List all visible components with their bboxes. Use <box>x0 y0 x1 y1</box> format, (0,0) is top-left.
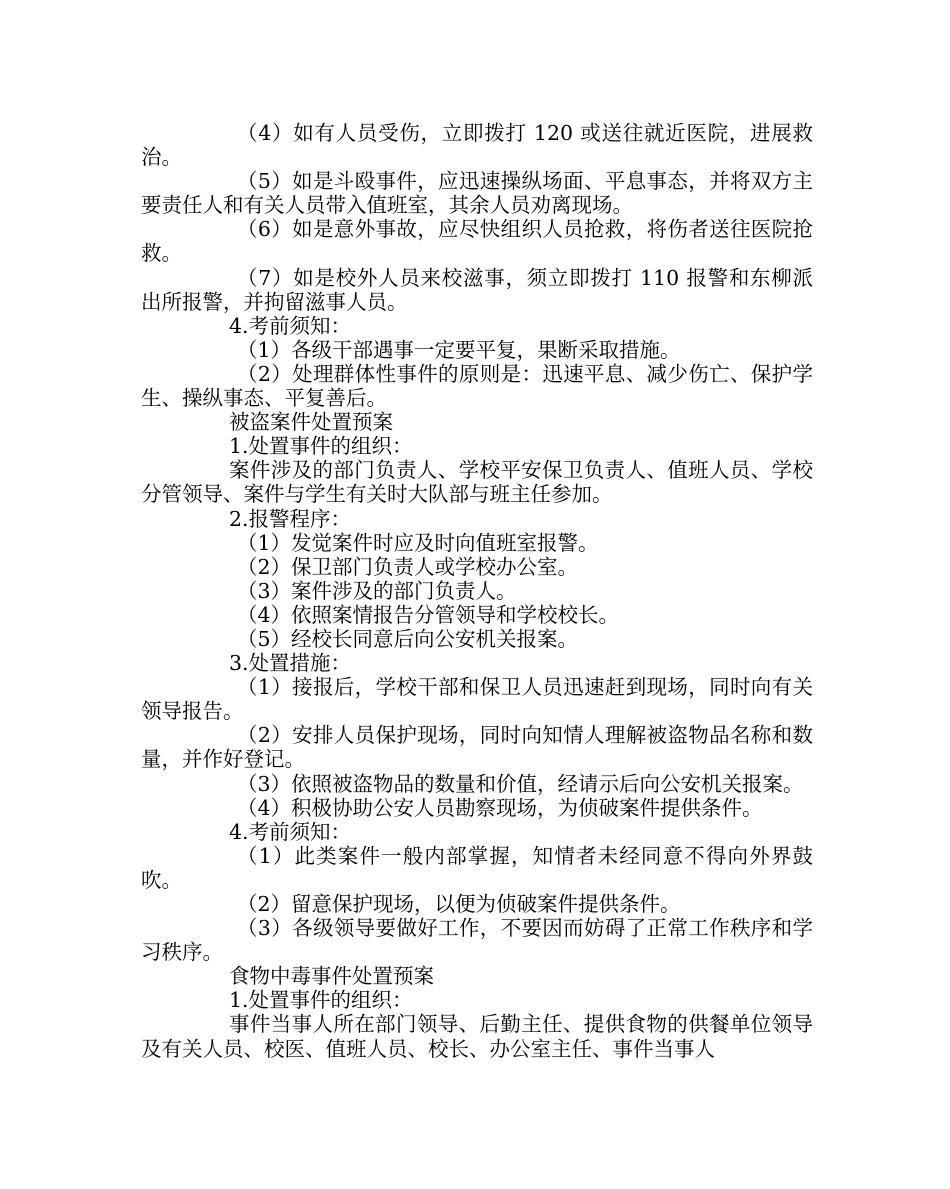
plan-title: 被盗案件处置预案 <box>229 410 393 435</box>
paragraph: （2）保卫部门负责人或学校办公室。 <box>237 554 579 579</box>
paragraph: （3）依照被盗物品的数量和价值，经请示后向公安机关报案。 <box>237 771 804 796</box>
section-heading: 2.报警程序： <box>229 506 352 531</box>
paragraph: （1）此类案件一般内部掌握，知情者未经同意不得向外界鼓吹。 <box>141 843 813 892</box>
paragraph: （1）接报后，学校干部和保卫人员迅速赶到现场，同时向有关领导报告。 <box>141 675 813 724</box>
plan-title: 食物中毒事件处置预案 <box>229 964 434 989</box>
document-body <box>141 121 813 1061</box>
section-heading: 1.处置事件的组织： <box>229 434 413 459</box>
paragraph: （4）依照案情报告分管领导和学校校长。 <box>237 602 620 627</box>
paragraph: （1）各级干部遇事一定要平复，果断采取措施。 <box>237 337 681 362</box>
paragraph: （2）安排人员保护现场，同时向知情人理解被盗物品名称和数量，并作好登记。 <box>141 723 813 772</box>
paragraph: （5）如是斗殴事件，应迅速操纵场面、平息事态，并将双方主要责任人和有关人员带入值班室，其余人员劝离现场。 <box>141 169 813 218</box>
paragraph: （7）如是校外人员来校滋事，须立即拨打 110 报警和东柳派出所报警，并拘留滋事人员。 <box>141 265 813 314</box>
paragraph: （4）如有人员受伤，立即拨打 120 或送往就近医院，进展救治。 <box>141 121 813 170</box>
section-heading: 3.处置措施： <box>229 651 352 676</box>
paragraph: 案件涉及的部门负责人、学校平安保卫负责人、值班人员、学校分管领导、案件与学生有关时大队部与班主任参加。 <box>141 458 813 507</box>
section-heading: 4.考前须知： <box>229 313 352 338</box>
paragraph: （5）经校长同意后向公安机关报案。 <box>237 626 579 651</box>
paragraph: （2）处理群体性事件的原则是：迅速平息、减少伤亡、保护学生、操纵事态、平复善后。 <box>141 361 813 411</box>
paragraph: （1）发觉案件时应及时向值班室报警。 <box>237 530 599 555</box>
section-heading: 1.处置事件的组织： <box>229 988 413 1013</box>
paragraph: 事件当事人所在部门领导、后勤主任、提供食物的供餐单位领导及有关人员、校医、值班人员、校长、办公室主任、事件当事人 <box>141 1012 813 1061</box>
paragraph: （3）案件涉及的部门负责人。 <box>237 578 517 603</box>
paragraph: （3）各级领导要做好工作，不要因而妨碍了正常工作秩序和学习秩序。 <box>141 916 813 965</box>
paragraph: （6）如是意外事故，应尽快组织人员抢救，将伤者送往医院抢救。 <box>141 217 813 266</box>
section-heading: 4.考前须知： <box>229 819 352 844</box>
paragraph: （2）留意保护现场，以便为侦破案件提供条件。 <box>237 892 681 916</box>
paragraph: （4）积极协助公安人员勘察现场，为侦破案件提供条件。 <box>237 795 763 820</box>
